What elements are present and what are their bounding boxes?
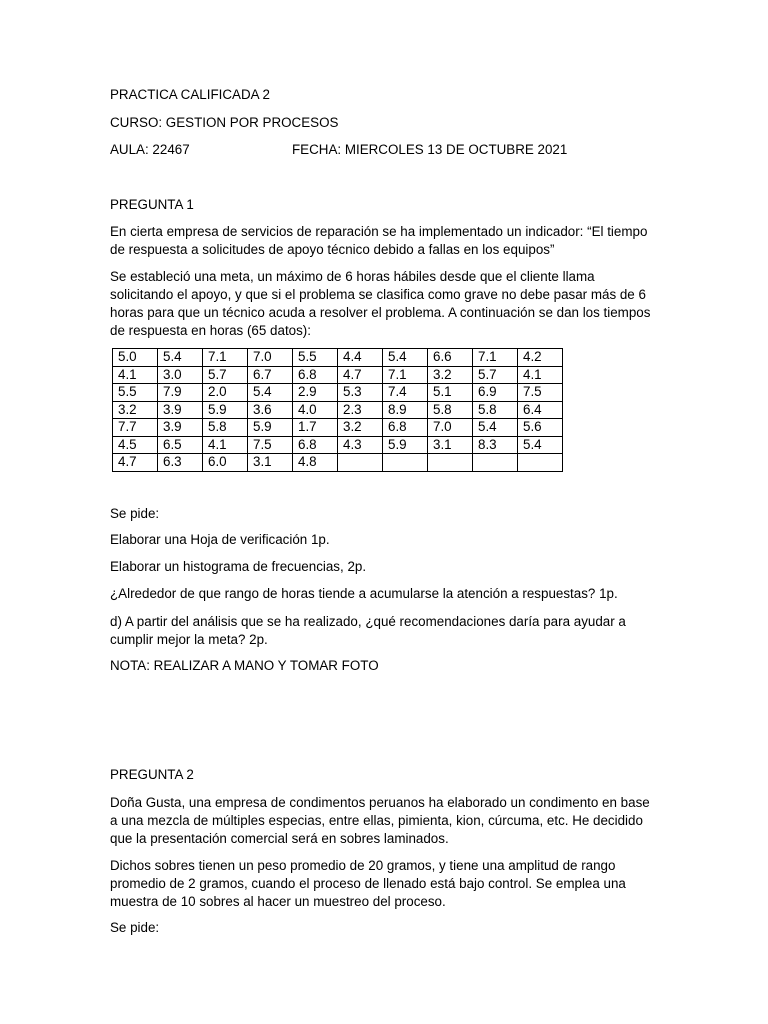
table-cell: 4.3 (338, 436, 383, 454)
table-row (113, 366, 563, 384)
table-row (113, 454, 563, 472)
table-cell: 5.4 (518, 436, 563, 454)
table-cell: 6.8 (293, 366, 338, 384)
table-cell: 5.4 (158, 349, 203, 367)
table-cell: 7.1 (383, 366, 428, 384)
table-cell: 3.9 (158, 401, 203, 419)
table-cell: 5.8 (428, 401, 473, 419)
table-cell: 5.4 (473, 419, 518, 437)
date-line: FECHA: MIERCOLES 13 DE OCTUBRE 2021 (292, 142, 568, 157)
table-cell: 5.5 (113, 384, 158, 402)
table-cell: 5.3 (338, 384, 383, 402)
table-cell: 6.3 (158, 454, 203, 472)
table-cell: 5.9 (203, 401, 248, 419)
table-cell: 6.8 (293, 436, 338, 454)
table-cell (473, 454, 518, 472)
q2-paragraph-1: Doña Gusta, una empresa de condimentos peruanos ha elaborado un condimento en base a una mezcla de múltiples especias, entre ellas, pimienta, kion, cúrcuma, etc. He decidido que la presentación comercial será en sobres laminados. (110, 795, 650, 846)
table-cell (428, 454, 473, 472)
q1-item-b: Elaborar un histograma de frecuencias, 2p. (110, 559, 367, 574)
table-cell: 4.8 (293, 454, 338, 472)
table-cell: 1.7 (293, 419, 338, 437)
q2-se-pide: Se pide: (110, 920, 160, 935)
table-row (113, 436, 563, 454)
table-cell (383, 454, 428, 472)
q1-se-pide: Se pide: (110, 506, 160, 521)
table-cell: 6.7 (248, 366, 293, 384)
table-cell: 5.0 (113, 349, 158, 367)
table-cell: 2.9 (293, 384, 338, 402)
table-cell: 6.0 (203, 454, 248, 472)
q1-heading: PREGUNTA 1 (110, 197, 194, 212)
table-cell: 4.7 (338, 366, 383, 384)
exam-title: PRACTICA CALIFICADA 2 (110, 87, 270, 102)
table-cell: 6.6 (428, 349, 473, 367)
table-cell: 5.5 (293, 349, 338, 367)
table-cell: 6.5 (158, 436, 203, 454)
table-cell: 2.0 (203, 384, 248, 402)
table-cell: 5.7 (203, 366, 248, 384)
table-cell: 4.2 (518, 349, 563, 367)
q2-paragraph-2: Dichos sobres tienen un peso promedio de 20 gramos, y tiene una amplitud de rango promedio de 2 gramos, cuando el proceso de llenado está bajo control. Se emplea una muestra de 10 sobres al hacer un muestreo del proceso. (110, 858, 626, 909)
table-cell: 3.2 (428, 366, 473, 384)
table-cell: 7.0 (248, 349, 293, 367)
table-cell (518, 454, 563, 472)
table-row (113, 401, 563, 419)
table-cell: 3.1 (428, 436, 473, 454)
table-cell: 4.0 (293, 401, 338, 419)
table-cell: 5.1 (428, 384, 473, 402)
table-cell: 6.4 (518, 401, 563, 419)
table-cell: 6.8 (383, 419, 428, 437)
table-cell: 7.9 (158, 384, 203, 402)
table-cell: 5.6 (518, 419, 563, 437)
table-cell: 5.9 (383, 436, 428, 454)
table-cell: 3.6 (248, 401, 293, 419)
table-cell: 8.3 (473, 436, 518, 454)
table-cell: 7.4 (383, 384, 428, 402)
q1-note: NOTA: REALIZAR A MANO Y TOMAR FOTO (110, 658, 379, 673)
table-cell: 2.3 (338, 401, 383, 419)
table-cell (338, 454, 383, 472)
table-row (113, 419, 563, 437)
table-cell: 5.4 (383, 349, 428, 367)
table-row (113, 384, 563, 402)
table-cell: 3.2 (338, 419, 383, 437)
table-cell: 4.7 (113, 454, 158, 472)
table-cell: 3.0 (158, 366, 203, 384)
table-cell: 5.9 (248, 419, 293, 437)
table-cell: 5.4 (248, 384, 293, 402)
table-cell: 7.1 (203, 349, 248, 367)
table-cell: 5.7 (473, 366, 518, 384)
q1-item-a: Elaborar una Hoja de verificación 1p. (110, 532, 330, 547)
room-line: AULA: 22467 (110, 142, 190, 157)
table-cell: 7.5 (518, 384, 563, 402)
table-cell: 4.1 (203, 436, 248, 454)
q1-item-d: d) A partir del análisis que se ha realizado, ¿qué recomendaciones daría para ayudar a cumplir mejor la meta? 2p. (110, 614, 626, 647)
q1-paragraph-1: En cierta empresa de servicios de reparación se ha implementado un indicador: “El tiempo de respuesta a solicitudes de apoyo técnico debido a fallas en los equipos” (110, 224, 648, 257)
q2-heading: PREGUNTA 2 (110, 767, 194, 782)
table-cell: 8.9 (383, 401, 428, 419)
table-cell: 7.7 (113, 419, 158, 437)
table-cell: 3.1 (248, 454, 293, 472)
response-times-table (112, 348, 563, 472)
table-cell: 7.0 (428, 419, 473, 437)
table-cell: 5.8 (473, 401, 518, 419)
table-cell: 4.1 (113, 366, 158, 384)
q1-item-c: ¿Alrededor de que rango de horas tiende a acumularse la atención a respuestas? 1p. (110, 586, 618, 601)
table-cell: 4.1 (518, 366, 563, 384)
table-cell: 3.9 (158, 419, 203, 437)
table-cell: 5.8 (203, 419, 248, 437)
table-cell: 6.9 (473, 384, 518, 402)
table-row (113, 349, 563, 367)
table-cell: 7.5 (248, 436, 293, 454)
table-cell: 3.2 (113, 401, 158, 419)
table-cell: 4.5 (113, 436, 158, 454)
course-line: CURSO: GESTION POR PROCESOS (110, 115, 339, 130)
table-cell: 7.1 (473, 349, 518, 367)
table-cell: 4.4 (338, 349, 383, 367)
q1-paragraph-2: Se estableció una meta, un máximo de 6 horas hábiles desde que el cliente llama solicitando el apoyo, y que si el problema se clasifica como grave no debe pasar más de 6 horas para que un técnico acuda a resolver el problema. A continuación se dan los tiempos de respuesta en horas (65 datos): (110, 269, 651, 338)
